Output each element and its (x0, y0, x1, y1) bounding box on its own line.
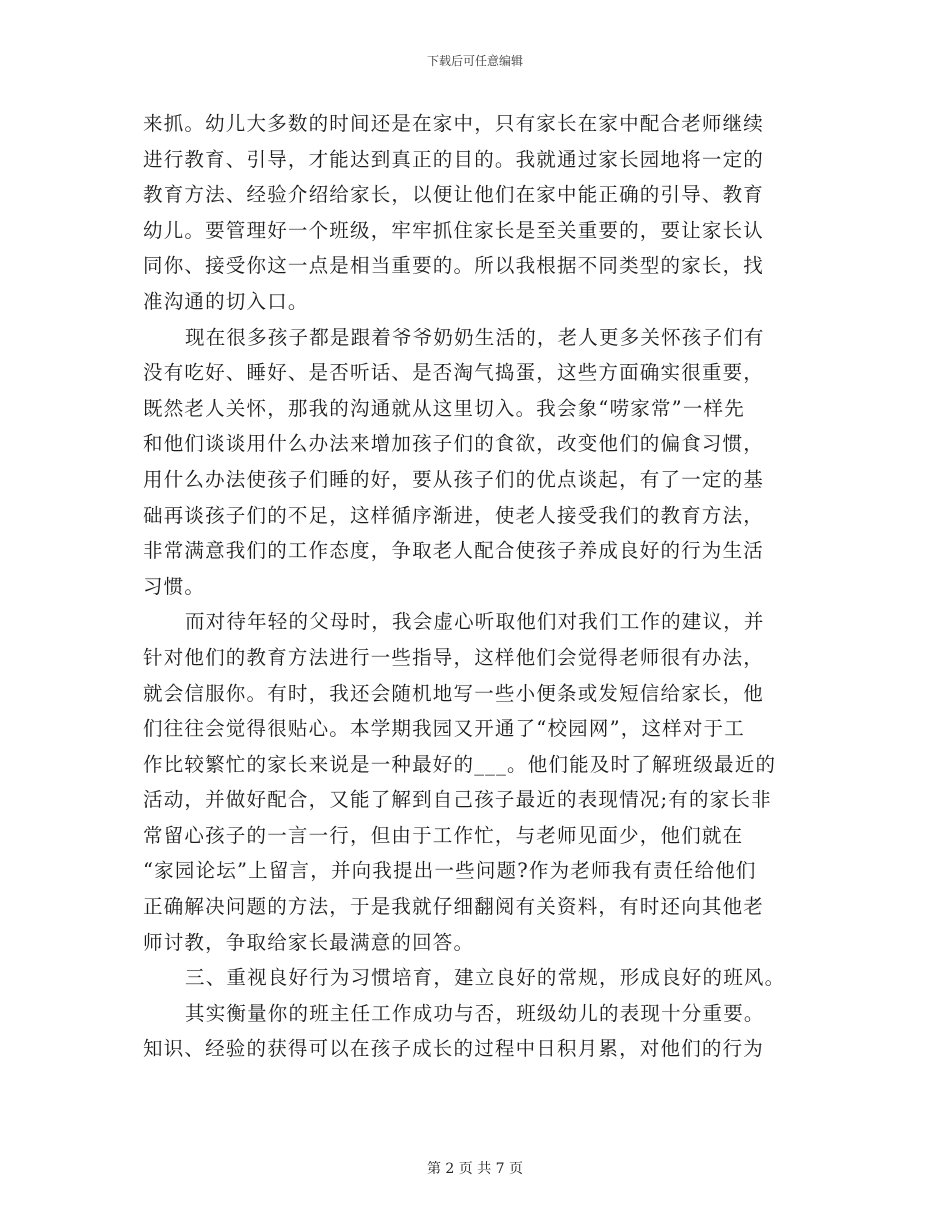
page-footer: 第 2 页 共 7 页 (426, 1161, 524, 1177)
text-line: 幼儿。要管理好一个班级，牢牢抓住家长是至关重要的，要让家长认 (143, 218, 765, 242)
text-line: 和他们谈谈用什么办法来增加孩子们的食欲，改变他们的偏食习惯， (143, 432, 765, 456)
text-line: 进行教育、引导，才能达到真正的目的。我就通过家长园地将一定的 (143, 147, 765, 171)
text-line: 来抓。幼儿大多数的时间还是在家中，只有家长在家中配合老师继续 (143, 112, 765, 135)
text-line: 正确解决问题的方法，于是我就仔细翻阅有关资料，有时还向其他老 (143, 895, 765, 919)
text-line: 习惯。 (143, 574, 206, 598)
text-line: 知识、经验的获得可以在孩子成长的过程中日积月累，对他们的行为 (143, 1037, 765, 1061)
text-line: 师讨教，争取给家长最满意的回答。 (143, 930, 475, 954)
text-line: 教育方法、经验介绍给家长，以便让他们在家中能正确的引导、教育 (143, 183, 765, 207)
text-line: 作比较繁忙的家长来说是一种最好的___。他们能及时了解班级最近的 (143, 752, 777, 776)
text-line: 用什么办法使孩子们睡的好，要从孩子们的优点谈起，有了一定的基 (143, 467, 765, 491)
section-heading-line: 三、重视良好行为习惯培育，建立良好的常规，形成良好的班风。 (185, 966, 786, 990)
document-body (143, 106, 803, 1067)
page-header: 下载后可任意编辑 (426, 54, 523, 68)
text-line: 础再谈孩子们的不足，这样循序渐进，使老人接受我们的教育方法， (143, 503, 765, 527)
text-line: 准沟通的切入口。 (143, 289, 309, 313)
text-line: 没有吃好、睡好、是否听话、是否淘气捣蛋，这些方面确实很重要， (143, 361, 765, 385)
text-line: 既然老人关怀，那我的沟通就从这里切入。我会象“唠家常”一样先 (143, 396, 745, 420)
paragraph-start-line: 其实衡量你的班主任工作成功与否，班级幼儿的表现十分重要。 (185, 1001, 765, 1025)
text-line: 针对他们的教育方法进行一些指导，这样他们会觉得老师很有办法， (143, 645, 765, 669)
text-line: 们往往会觉得很贴心。本学期我园又开通了“校园网”，这样对于工 (143, 717, 745, 741)
paragraph-start-line: 现在很多孩子都是跟着爷爷奶奶生活的，老人更多关怀孩子们有 (185, 325, 765, 349)
text-line: 非常满意我们的工作态度，争取老人配合使孩子养成良好的行为生活 (143, 539, 765, 563)
text-line: 就会信服你。有时，我还会随机地写一些小便条或发短信给家长，他 (143, 681, 765, 705)
text-line: “家园论坛”上留言，并向我提出一些问题?作为老师我有责任给他们 (143, 859, 757, 883)
text-line: 活动，并做好配合，又能了解到自己孩子最近的表现情况;有的家长非 (143, 788, 772, 812)
text-line: 同你、接受你这一点是相当重要的。所以我根据不同类型的家长，找 (143, 254, 765, 278)
text-line: 常留心孩子的一言一行，但由于工作忙，与老师见面少，他们就在 (143, 823, 744, 847)
paragraph-start-line: 而对待年轻的父母时，我会虚心听取他们对我们工作的建议，并 (185, 610, 765, 634)
